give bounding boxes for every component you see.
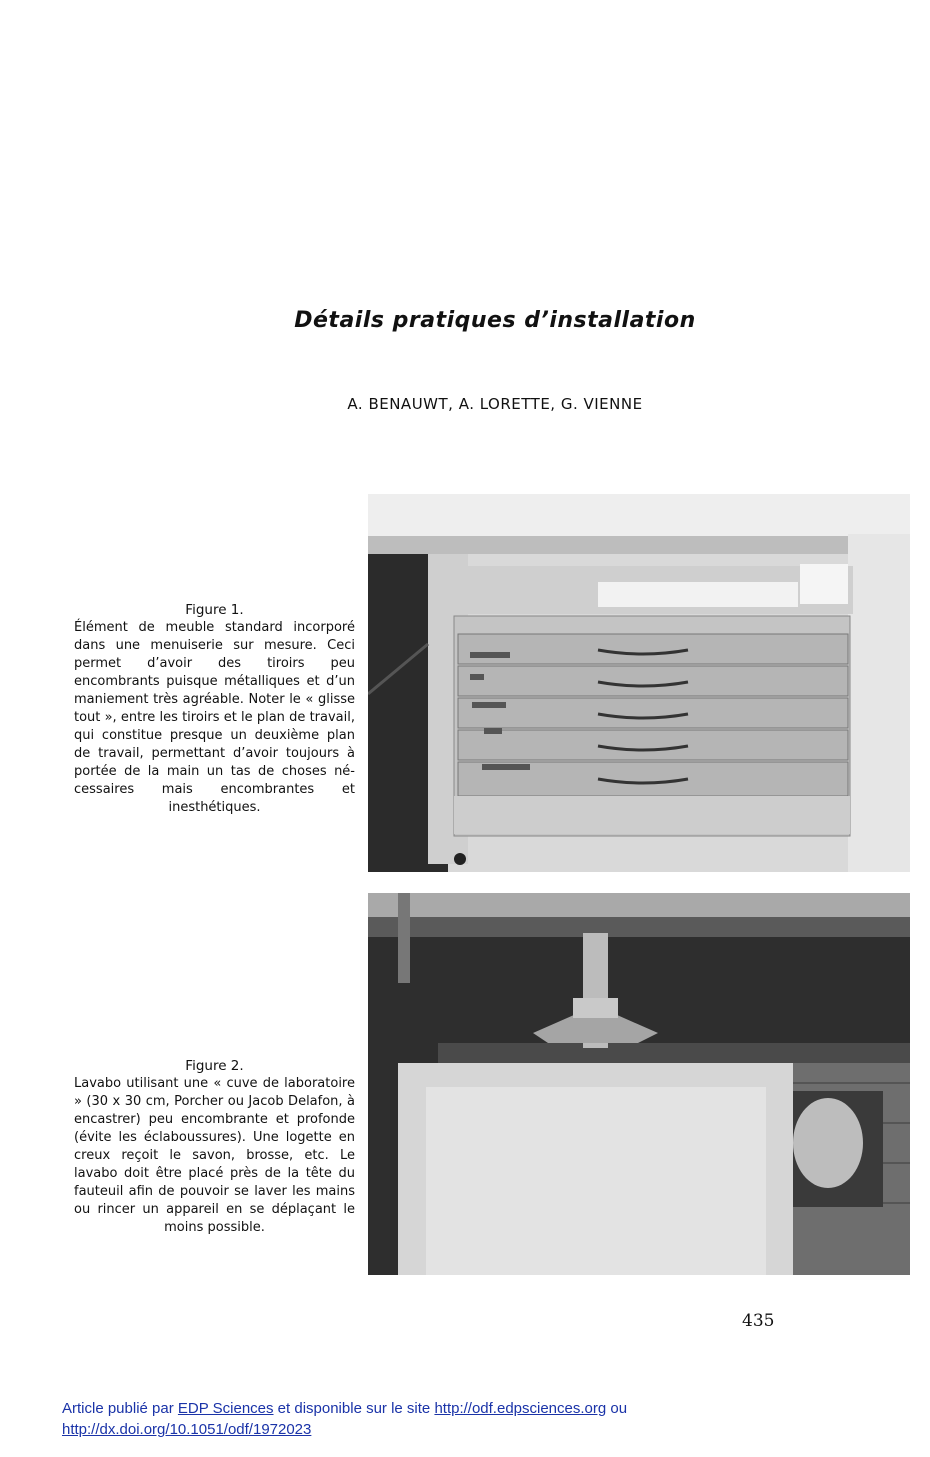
publisher-link[interactable]: EDP Sciences <box>177 1400 274 1417</box>
page-number: 435 <box>742 1311 775 1331</box>
site-link[interactable]: http://odf.edpsciences.org <box>434 1400 607 1417</box>
figure-1-label: Figure 1. <box>185 602 244 618</box>
publication-footer <box>62 1398 882 1440</box>
figure-2-photo <box>368 893 910 1275</box>
footer-suffix: ou <box>606 1400 628 1417</box>
doi-link[interactable]: http://dx.doi.org/10.1051/odf/1972023 <box>62 1421 312 1438</box>
article-authors: A. BENAUWT, A. LORETTE, G. VIENNE <box>347 395 643 413</box>
figure-2-label: Figure 2. <box>185 1058 244 1074</box>
figure-2-text: Lavabo utilisant une « cuve de laboratoire » (30 x 30 cm, Porcher ou Jacob Delafon, à encastrer) peu encombrante et profonde (évite les éclaboussures). Une logette en creux reçoit le savon, brosse, etc. Le lavabo doit être placé près de la tête du fauteuil afin de pouvoir se laver les mains ou rincer un appareil en se déplaçant le moins possible. <box>74 1076 355 1235</box>
figure-1-photo <box>368 494 910 872</box>
figure-2-caption <box>74 1057 355 1237</box>
figure-1-text: Élément de meuble standard incorporé dans une menuiserie sur mesure. Ceci permet d’avoir des tiroirs peu encombrants puisque métalliques et d’un maniement très agréable. Noter le « glisse tout », entre les tiroirs et le plan de travail, qui constitue presque un deuxième plan de travail, permettant d’avoir toujours à portée de la main un tas de choses né- cessaires mais encombrantes et inesthétiques. <box>74 620 355 815</box>
figure-1-caption <box>74 601 355 817</box>
footer-prefix: Article publié par <box>62 1400 178 1417</box>
footer-middle: et disponible sur le site <box>273 1400 435 1417</box>
article-title: Détails pratiques d’installation <box>294 308 696 333</box>
